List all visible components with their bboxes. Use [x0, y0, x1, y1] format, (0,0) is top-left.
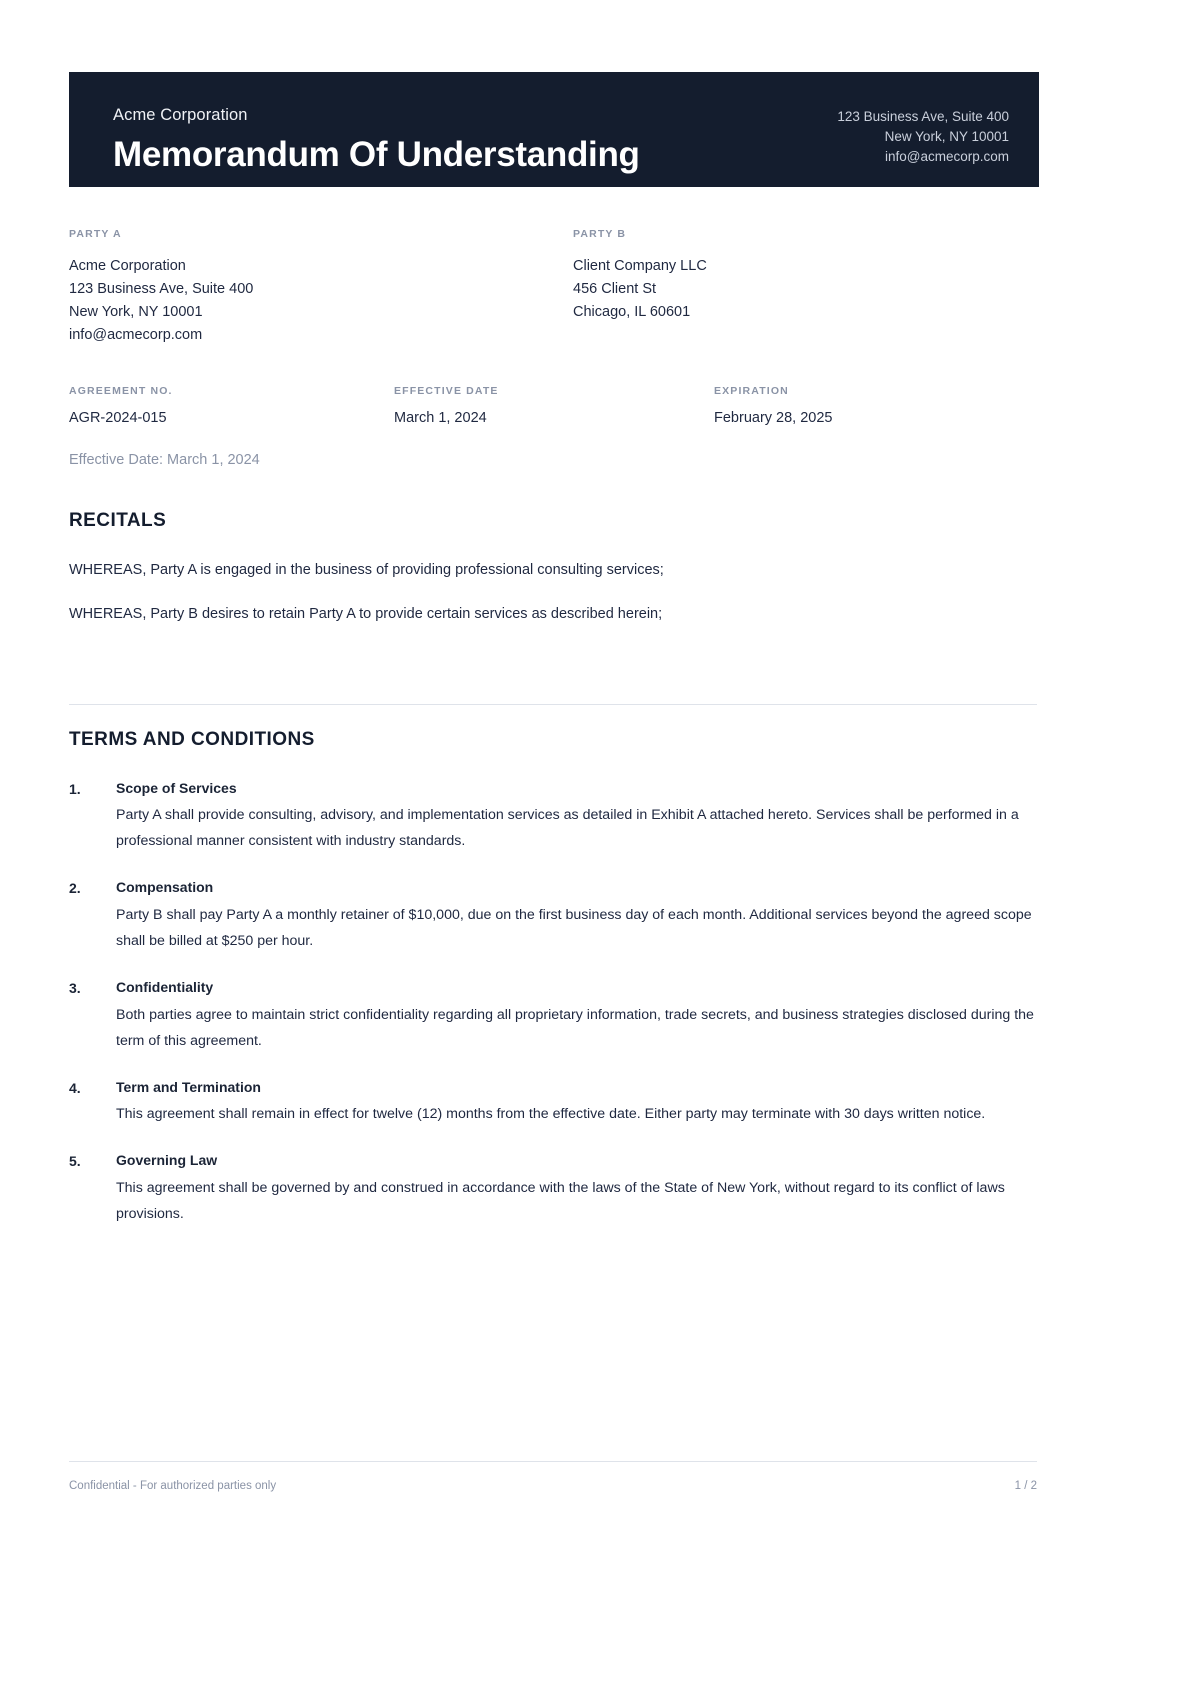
- party-b-name: Client Company LLC: [573, 257, 707, 274]
- effective-date-note: Effective Date: March 1, 2024: [69, 452, 260, 468]
- party-b-block: [573, 228, 1033, 324]
- party-b-details: [573, 255, 1033, 324]
- clause-body: [116, 877, 1039, 955]
- footer-page-number: 1 / 2: [1014, 1480, 1037, 1492]
- clause-item: [69, 778, 1039, 856]
- clause-body: [116, 1150, 1039, 1228]
- terms-heading: TERMS AND CONDITIONS: [69, 729, 315, 750]
- meta-label: EXPIRATION: [714, 385, 789, 397]
- clause-title: Term and Termination: [116, 1078, 261, 1095]
- meta-label: AGREEMENT NO.: [69, 385, 173, 397]
- clause-text: This agreement shall remain in effect for twelve (12) months from the effective date. Either party may terminate with 30 days written notice.: [116, 1106, 986, 1123]
- party-a-block: [69, 228, 554, 347]
- clause-text: Party B shall pay Party A a monthly retainer of $10,000, due on the first business day of each month. Additional services beyond the agreed scope shall be billed at $250 per hour.: [116, 907, 1032, 950]
- header-address-line-2: New York, NY 10001: [884, 128, 1009, 144]
- meta-label: EFFECTIVE DATE: [394, 385, 499, 397]
- clause-number: 3.: [69, 980, 81, 997]
- clause-item: [69, 877, 1039, 955]
- header-left-group: [113, 104, 640, 174]
- footer-divider: [69, 1461, 1037, 1462]
- clause-body: [116, 778, 1039, 856]
- party-a-label: PARTY A: [69, 228, 122, 240]
- clause-title: Governing Law: [116, 1152, 218, 1169]
- parties-section: [69, 228, 1039, 347]
- document-title: Memorandum Of Understanding: [113, 134, 640, 174]
- party-a-name: Acme Corporation: [69, 257, 186, 274]
- header-address-line-1: 123 Business Ave, Suite 400: [837, 109, 1009, 124]
- meta-item-effective-date: [394, 385, 499, 427]
- party-a-email: info@acmecorp.com: [69, 326, 203, 343]
- clause-number: 1.: [69, 780, 81, 797]
- clause-title: Confidentiality: [116, 979, 214, 996]
- clause-text: Both parties agree to maintain strict confidentiality regarding all proprietary information, trade secrets, and business strategies disclosed during the term of this agreement.: [116, 1006, 1034, 1049]
- company-name: Acme Corporation: [113, 106, 248, 124]
- meta-item-agreement-no: [69, 385, 173, 427]
- header-email: info@acmecorp.com: [885, 148, 1009, 164]
- clause-list: [69, 778, 1039, 1228]
- document-footer: [69, 1479, 1037, 1494]
- meta-value: February 28, 2025: [714, 409, 833, 426]
- clause-body: [116, 977, 1039, 1055]
- document-sheet: [69, 0, 1039, 1683]
- meta-value: AGR-2024-015: [69, 409, 167, 426]
- party-a-street: 123 Business Ave, Suite 400: [69, 280, 254, 297]
- recital-paragraph: WHEREAS, Party B desires to retain Party A to provide certain services as described herein;: [69, 606, 663, 623]
- document-header: [69, 72, 1039, 187]
- clause-item: [69, 1150, 1039, 1228]
- party-b-label: PARTY B: [573, 228, 627, 240]
- party-b-street: 456 Client St: [573, 280, 657, 297]
- clause-text: Party A shall provide consulting, advisory, and implementation services as detailed in Exhibit A attached hereto. Services shall be performed in a professional manner consistent with industry standards.: [116, 807, 1019, 850]
- clause-title: Compensation: [116, 879, 214, 896]
- clause-number: 4.: [69, 1079, 81, 1096]
- party-b-city: Chicago, IL 60601: [573, 303, 691, 320]
- party-a-city: New York, NY 10001: [69, 303, 203, 320]
- clause-number: 2.: [69, 880, 81, 897]
- recitals-heading: RECITALS: [69, 510, 167, 531]
- recital-paragraph: WHEREAS, Party A is engaged in the business of providing professional consulting services;: [69, 561, 664, 578]
- header-contact-block: [837, 104, 1009, 167]
- meta-value: March 1, 2024: [394, 409, 487, 426]
- clause-item: [69, 977, 1039, 1055]
- recitals-section: [69, 510, 1039, 626]
- clause-title: Scope of Services: [116, 779, 237, 796]
- clause-number: 5.: [69, 1153, 81, 1170]
- clause-text: This agreement shall be governed by and construed in accordance with the laws of the State of New York, without regard to its conflict of laws provisions.: [116, 1180, 1005, 1223]
- party-a-details: [69, 255, 554, 347]
- clause-body: [116, 1077, 1039, 1129]
- terms-section: [69, 729, 1039, 1250]
- footer-confidential-note: Confidential - For authorized parties only: [69, 1480, 277, 1492]
- section-divider: [69, 704, 1037, 705]
- clause-item: [69, 1077, 1039, 1129]
- meta-item-expiration: [714, 385, 833, 427]
